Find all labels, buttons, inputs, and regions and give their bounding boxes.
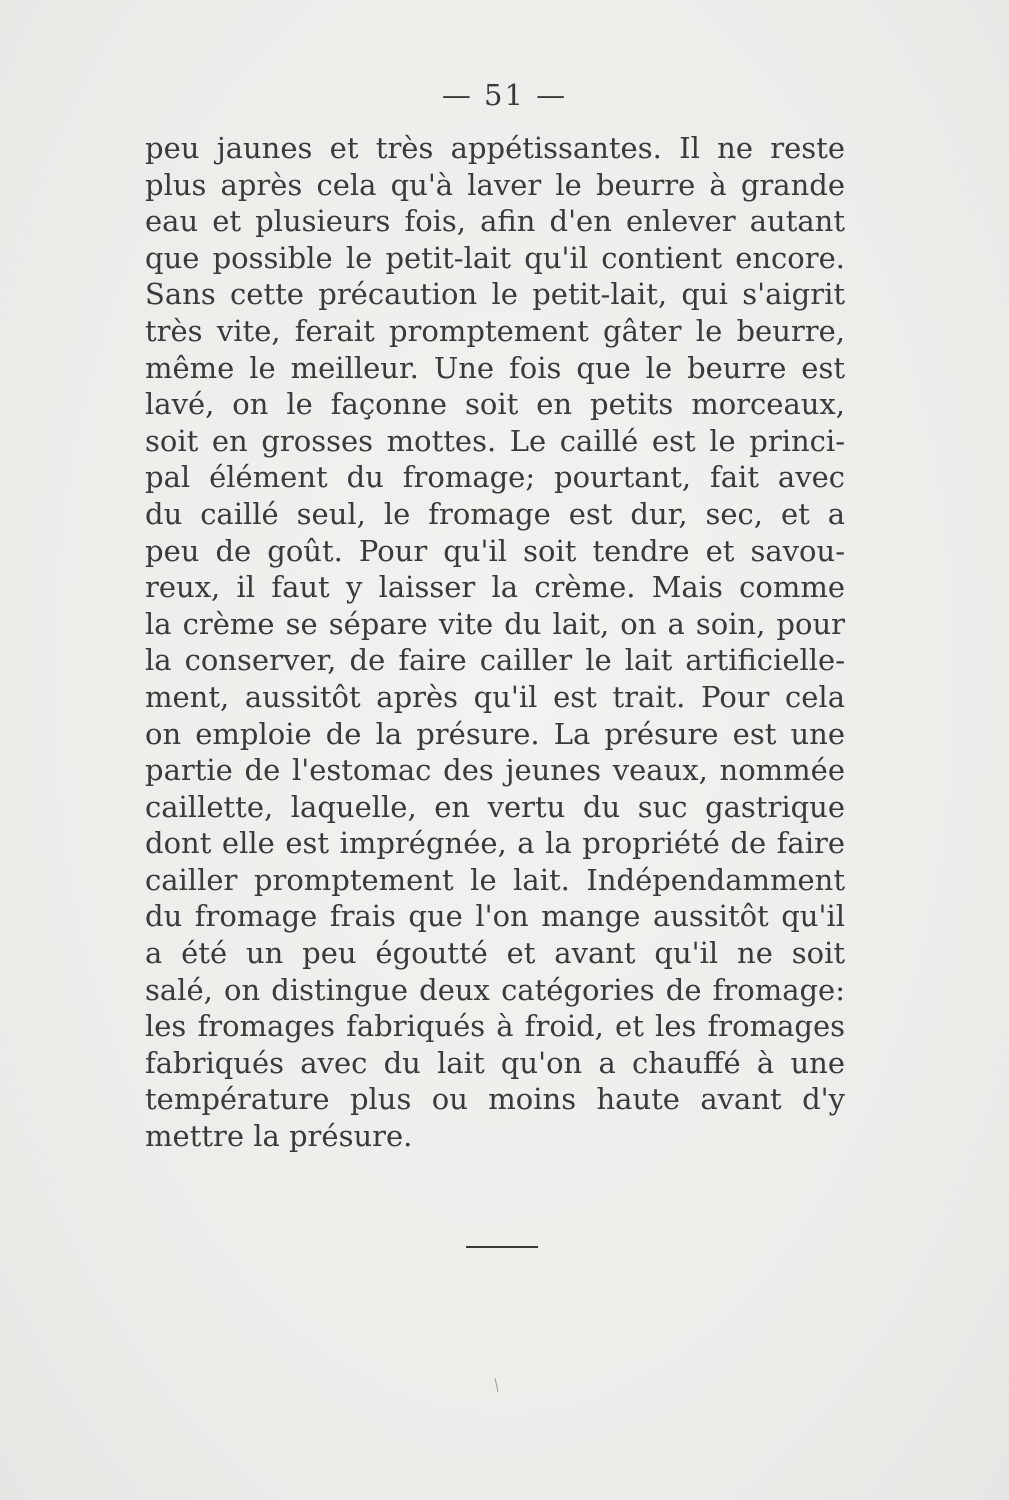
text-line: soit en grosses mottes. Le caillé est le princi- (145, 423, 845, 458)
text-line: que possible le petit-lait qu'il contient encore. (145, 240, 845, 275)
text-line: dont elle est imprégnée, a la propriété de faire (145, 826, 845, 861)
text-line: Sans cette précaution le petit-lait, qui s'aigrit (145, 277, 845, 312)
text-line: les fromages fabriqués à froid, et les fromages (145, 1009, 845, 1044)
text-line: reux, il faut y laisser la crème. Mais comme (145, 570, 845, 605)
text-line: salé, on distingue deux catégories de fromage: (145, 972, 845, 1007)
text-line: mettre la présure. (145, 1119, 413, 1154)
page-number: — 51 — (441, 78, 568, 112)
text-line: même le meilleur. Une fois que le beurre est (145, 350, 845, 385)
text-line: a été un peu égoutté et avant qu'il ne soit (145, 936, 845, 971)
text-line: on emploie de la présure. La présure est une (145, 716, 845, 751)
text-line: peu de goût. Pour qu'il soit tendre et savou- (145, 533, 845, 568)
text-line: du caillé seul, le fromage est dur, sec, et a (145, 496, 845, 531)
paper-speck (495, 1378, 499, 1392)
text-line: très vite, ferait promptement gâter le beurre, (145, 313, 845, 348)
text-line: la crème se sépare vite du lait, on a soin, pour (145, 606, 845, 641)
text-line: la conserver, de faire cailler le lait artificielle- (145, 643, 845, 678)
text-line: fabriqués avec du lait qu'on a chauffé à une (145, 1045, 845, 1080)
text-line: partie de l'estomac des jeunes veaux, nommée (145, 753, 845, 788)
text-line: pal élément du fromage; pourtant, fait avec (145, 460, 845, 495)
text-line: caillette, laquelle, en vertu du suc gastrique (145, 789, 845, 824)
text-line: température plus ou moins haute avant d'y (145, 1082, 845, 1117)
text-line: cailler promptement le lait. Indépendamment (145, 862, 845, 897)
text-line: lavé, on le façonne soit en petits morceaux, (145, 387, 845, 422)
section-end-rule (466, 1246, 538, 1248)
text-line: eau et plusieurs fois, afin d'en enlever autant (145, 204, 845, 239)
text-line: plus après cela qu'à laver le beurre à grande (145, 167, 845, 202)
text-line: du fromage frais que l'on mange aussitôt qu'il (145, 899, 845, 934)
text-line: peu jaunes et très appétissantes. Il ne reste (145, 131, 845, 165)
text-line: ment, aussitôt après qu'il est trait. Pour cela (145, 679, 845, 714)
body-text (145, 130, 845, 1155)
